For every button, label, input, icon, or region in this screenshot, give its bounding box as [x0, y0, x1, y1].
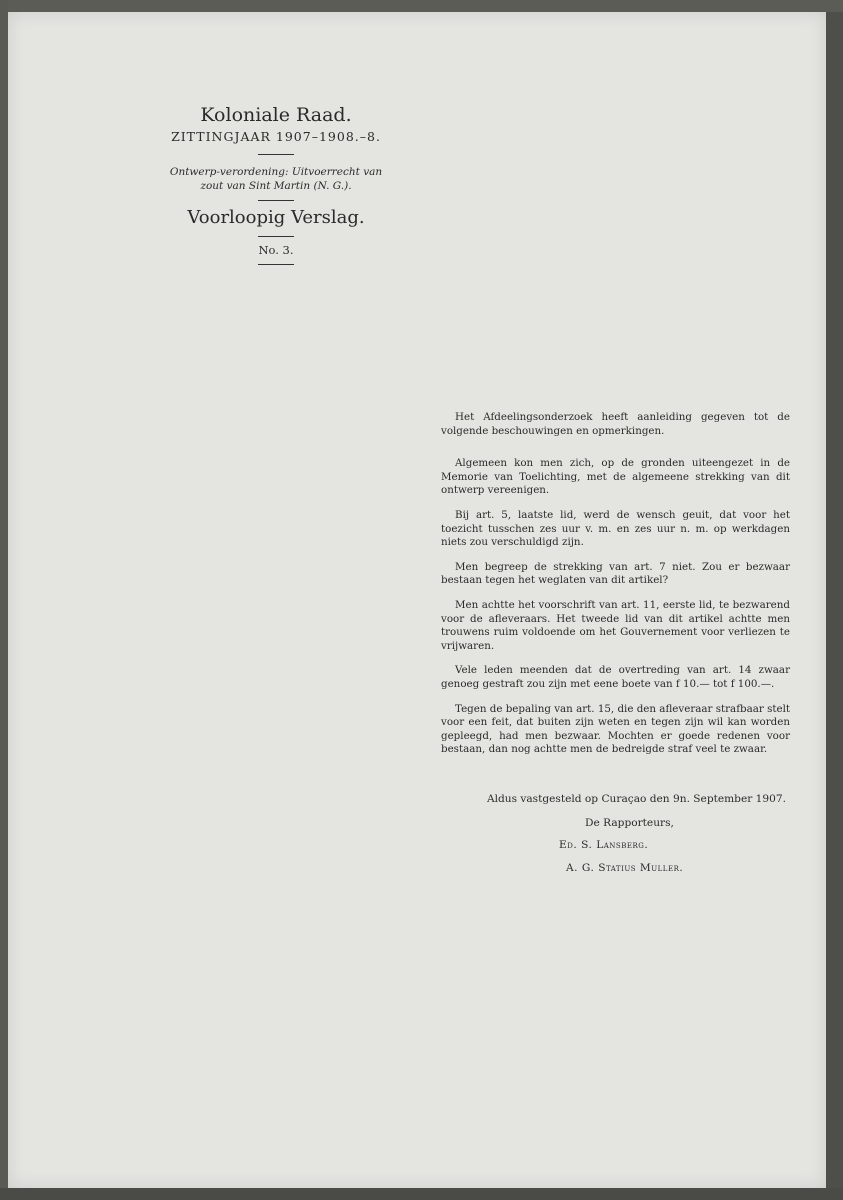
closing-block [441, 793, 790, 875]
paragraph-intro: Het Afdeelingsonderzoek heeft aanleiding gegeven tot de volgende beschouwingen en opmerkingen. [441, 411, 790, 437]
draft-line-1: Ontwerp-verordening: Uitvoerrecht van [169, 165, 383, 178]
rapporteurs-label: De Rapporteurs, [585, 816, 674, 829]
paragraph-general: Algemeen kon men zich, op de gronden uiteengezet in de Memorie van Toelichting, met de algemeene strekking van dit ontwerp vereenigen. [441, 457, 790, 497]
paragraph-art7: Men begreep de strekking van art. 7 niet. Zou er bezwaar bestaan tegen het weglaten van dit artikel? [441, 560, 790, 587]
scan-border-top [0, 0, 843, 12]
header-divider [258, 154, 294, 155]
signatory-lansberg: Ed. S. Lansberg. [559, 839, 649, 852]
council-title: Koloniale Raad. [200, 104, 352, 126]
report-body [441, 411, 790, 757]
signatory-statius-muller: A. G. Statius Muller. [566, 862, 684, 875]
paragraph-art15: Tegen de bepaling van art. 15, die den afleveraar strafbaar stelt voor een feit, dat buiten zijn weten en tegen zijn wil kan worden gepleegd, had men bezwaar. Mochten er goede redenen voor bestaan, dan nog achtte men de bedreigde straf veel te zwaar. [441, 702, 791, 756]
paragraph-art5: Bij art. 5, laatste lid, werd de wensch geuit, dat voor het toezicht tusschen zes uur v. m. en zes uur n. m. op werkdagen niets zou verschuldigd zijn. [441, 508, 790, 549]
scan-border-right [826, 12, 843, 1200]
paragraph-art14: Vele leden meenden dat de overtreding van art. 14 zwaar genoeg gestraft zou zijn met eene boete van f 10.— tot f 100.—. [441, 664, 790, 690]
draft-line-2: zout van Sint Martin (N. G.). [200, 179, 352, 192]
paragraph-art11: Men achtte het voorschrift van art. 11, eerste lid, te bezwarend voor de afleveraars. Het tweede lid van dit artikel achtte men trouwens ruim voldoende om het Gouvernement voor verliezen te vrijwaren. [441, 598, 790, 652]
header-divider [258, 236, 294, 237]
scan-border-bottom [0, 1188, 843, 1200]
document-number: No. 3. [258, 242, 294, 257]
session-year: ZITTINGJAAR 1907–1908.–8. [171, 128, 381, 144]
header-divider [258, 200, 294, 201]
document-header [120, 104, 432, 271]
report-title: Voorloopig Verslag. [187, 207, 365, 229]
header-divider [258, 264, 294, 265]
place-date: Aldus vastgesteld op Curaçao den 9n. September 1907. [486, 793, 786, 805]
scan-border-left [0, 0, 8, 1200]
draft-ordinance-title [151, 165, 401, 193]
